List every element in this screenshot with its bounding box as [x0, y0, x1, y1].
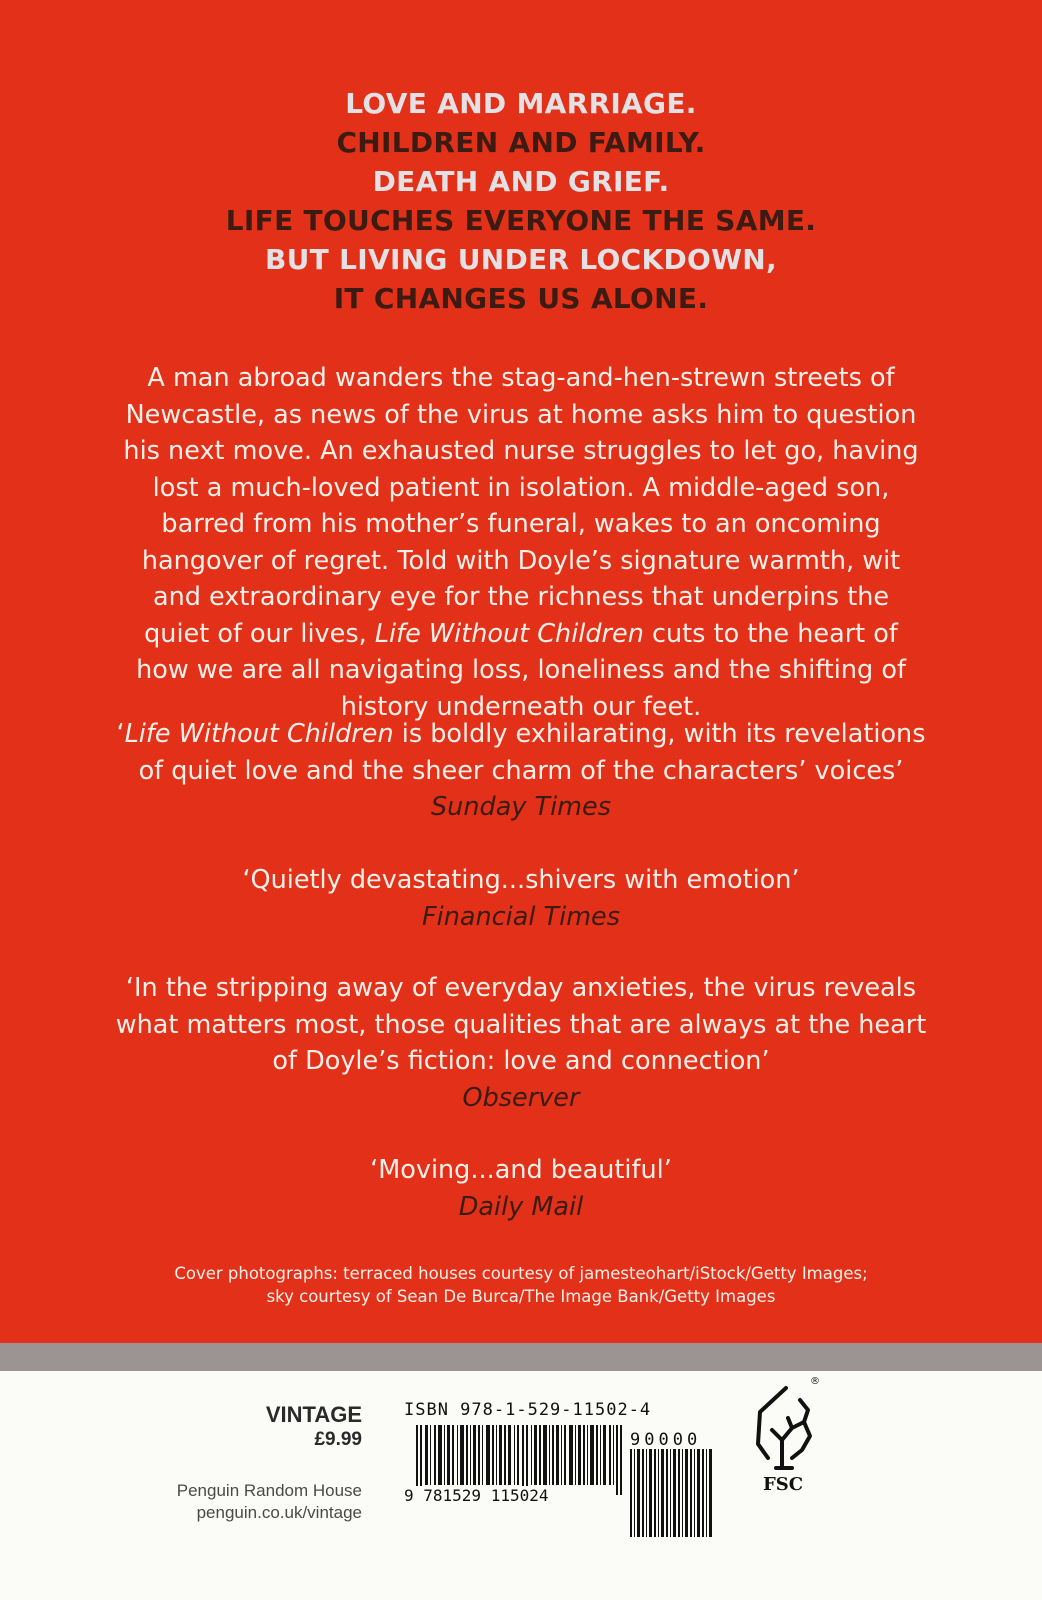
- barcode-addon: 90000: [630, 1430, 702, 1450]
- headline-line-2: CHILDREN AND FAMILY.: [336, 126, 706, 159]
- blurb-text-end: cuts to the heart of how we are all navigating loss, loneliness and the shifting of history underneath our feet.: [136, 618, 906, 722]
- registered-mark: ®: [810, 1376, 820, 1387]
- blurb-text-start: A man abroad wanders the stag-and-hen-strewn streets of Newcastle, as news of the virus at home asks him to question his next move. An exhausted nurse struggles to let go, having lost a much-loved patient in isolation. A middle-aged son, barred from his mother’s funeral, wakes to an oncoming hangover of regret. Told with Doyle’s signature warmth, wit and extraordinary eye for the richness that underpins the quiet of our lives,: [123, 363, 919, 649]
- headline-line-1: LOVE AND MARRIAGE.: [345, 87, 697, 120]
- quote-2-source: Financial Times: [421, 901, 621, 932]
- blurb-book-title: Life Without Children: [374, 618, 644, 649]
- quote-2-text: ‘Quietly devastating...shivers with emotion’: [242, 865, 800, 895]
- photo-credit-line-1: Cover photographs: terraced houses courtesy of jamesteohart/iStock/Getty Images;: [174, 1264, 868, 1283]
- publisher-name: VINTAGE: [265, 1402, 362, 1427]
- quote-4-source: Daily Mail: [458, 1191, 584, 1222]
- headline: [0, 84, 1042, 318]
- blurb-paragraph: [118, 360, 924, 725]
- divider-band: [0, 1343, 1042, 1371]
- review-quote-1: [110, 716, 932, 826]
- quote-1-open: ‘: [116, 719, 125, 749]
- quote-3-source: Observer: [462, 1082, 580, 1113]
- review-quote-4: [110, 1152, 932, 1225]
- isbn-label: ISBN 978-1-529-11502-4: [404, 1400, 652, 1420]
- publisher-group: Penguin Random House: [176, 1481, 362, 1500]
- quote-4-text: ‘Moving...and beautiful’: [370, 1155, 672, 1185]
- headline-line-4: LIFE TOUCHES EVERYONE THE SAME.: [225, 204, 817, 237]
- photo-credit: [0, 1262, 1042, 1308]
- quote-1-source: Sunday Times: [431, 792, 611, 822]
- photo-credit-line-2: sky courtesy of Sean De Burca/The Image Bank/Getty Images: [266, 1287, 776, 1306]
- quote-3-text: ‘In the stripping away of everyday anxieties, the virus reveals what matters most, those qualities that are always at the heart of Doyle’s fiction: love and connection’: [115, 973, 927, 1076]
- quote-1-text: is boldly exhilarating, with its revelations of quiet love and the sheer charm of the characters’ voices’: [138, 719, 926, 786]
- fsc-label: FSC: [763, 1474, 804, 1495]
- headline-line-5: BUT LIVING UNDER LOCKDOWN,: [265, 243, 777, 276]
- imprint-block: [177, 1402, 362, 1524]
- headline-line-6: IT CHANGES US ALONE.: [333, 282, 709, 315]
- headline-line-3: DEATH AND GRIEF.: [372, 165, 670, 198]
- review-quote-2: [110, 862, 932, 935]
- quote-1-book-title: Life Without Children: [124, 719, 394, 749]
- price: £9.99: [314, 1429, 362, 1450]
- barcode-digits: 9 781529 115024: [404, 1486, 549, 1505]
- publisher-url: penguin.co.uk/vintage: [196, 1503, 362, 1522]
- review-quote-3: [110, 970, 932, 1116]
